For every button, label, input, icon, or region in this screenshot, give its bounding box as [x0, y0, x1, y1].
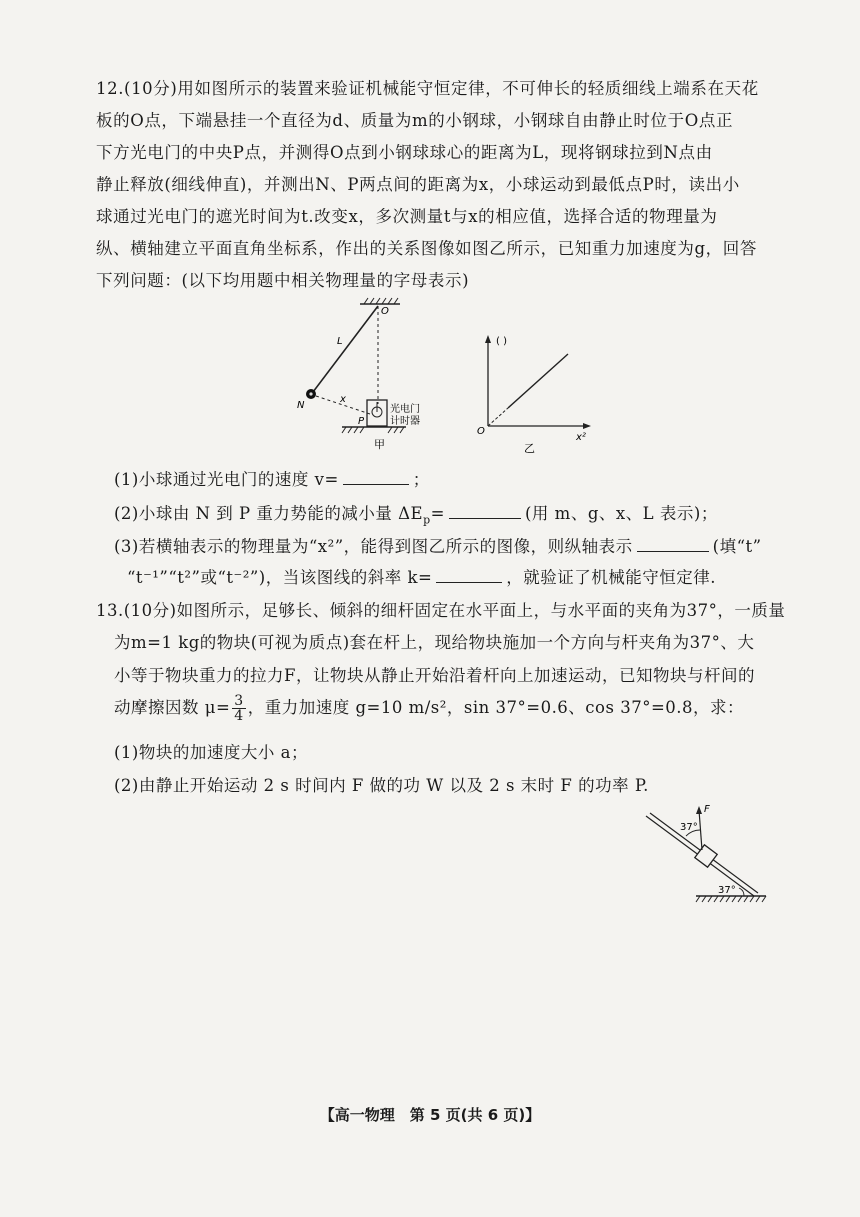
mu-fraction	[232, 694, 245, 723]
q13-mu-text: 动摩擦因数 μ=	[114, 698, 231, 717]
q12-line-1: 12.(10分)用如图所示的装置来验证机械能守恒定律，不可伸长的轻质细线上端系在天花	[96, 79, 759, 98]
q12-sub2-equals: =	[430, 504, 445, 523]
graph-line	[508, 354, 568, 408]
q13-subquestion-2: (2)由静止开始运动 2 s 时间内 F 做的功 W 以及 2 s 末时 F 的功率 P.	[114, 776, 649, 795]
q12-sub2-subscript: p	[423, 513, 431, 527]
angle-bottom-label: 37°	[718, 885, 736, 896]
graph-origin-label: O	[477, 426, 485, 437]
q13-line-4	[114, 692, 744, 724]
label-L: L	[337, 336, 343, 347]
label-O: O	[381, 306, 389, 317]
label-P: P	[358, 416, 365, 427]
q12-subquestion-3-line-1	[114, 533, 762, 557]
q12-line-3: 下方光电门的中央P点，并测得O点到小钢球球心的距离为L，现将钢球拉到N点由	[96, 143, 713, 162]
q12-sub2-text: (2)小球由 N 到 P 重力势能的减小量 ΔE	[114, 504, 424, 523]
q12-subquestion-2	[114, 500, 718, 526]
q13-given-values: ，重力加速度 g=10 m/s²，sin 37°=0.6、cos 37°=0.8，求：	[247, 698, 745, 717]
q12-sub2-post: (用 m、g、x、L 表示)；	[524, 504, 718, 523]
label-F: F	[704, 804, 710, 815]
page-footer: 【高一物理 第 5 页(共 6 页)】	[319, 1106, 541, 1124]
q13-line-2: 为m=1 kg的物块(可视为质点)套在杆上，现给物块施加一个方向与杆夹角为37°、大	[114, 633, 755, 652]
q12-sub3-post: (填“t”	[712, 537, 762, 556]
figure-yi-graph	[470, 330, 600, 458]
q12-sub3-line2-text: “t⁻¹”“t²”或“t⁻²”)，当该图线的斜率 k=	[127, 568, 433, 587]
figure-inclined-rod	[640, 800, 780, 915]
graph-dashed-segment	[488, 408, 508, 426]
q12-sub1-text: (1)小球通过光电门的速度 v=	[114, 470, 339, 489]
graph-x-label: x²	[576, 432, 586, 443]
q12-sub3-line2-post: ，就验证了机械能守恒定律.	[506, 568, 717, 587]
q13-line-3: 小等于物块重力的拉力F，让物块从静止开始沿着杆向上加速运动，已知物块与杆间的	[114, 666, 755, 685]
q12-line-7: 下列问题：(以下均用题中相关物理量的字母表示)	[96, 271, 470, 290]
label-x: x	[340, 394, 346, 405]
q12-line-6: 纵、横轴建立平面直角坐标系，作出的关系图像如图乙所示，已知重力加速度为g，回答	[96, 239, 757, 258]
mu-denominator: 4	[234, 708, 244, 724]
figure-yi-caption: 乙	[524, 442, 535, 455]
q12-sub1-post: ；	[412, 470, 430, 489]
q12-line-4: 静止释放(细线伸直)，并测出N、P两点间的距离为x，小球运动到最低点P时，读出小	[96, 175, 740, 194]
pendulum-string	[313, 306, 378, 392]
label-N: N	[297, 400, 305, 411]
answer-blank-2[interactable]	[449, 504, 521, 519]
figure-jia-pendulum	[280, 296, 450, 456]
answer-blank-4[interactable]	[436, 568, 502, 583]
question-12-text	[96, 73, 759, 297]
q12-sub3-text: (3)若横轴表示的物理量为“x²”，能得到图乙所示的图像，则纵轴表示	[114, 537, 633, 556]
q12-subquestion-1	[114, 466, 430, 490]
q13-subquestion-1: (1)物块的加速度大小 a；	[114, 743, 308, 762]
answer-blank-3[interactable]	[637, 537, 709, 552]
q13-line-1: 13.(10分)如图所示，足够长、倾斜的细杆固定在水平面上，与水平面的夹角为37°，一质量	[96, 601, 786, 620]
q12-line-5: 球通过光电门的遮光时间为t.改变x，多次测量t与x的相应值，选择合适的物理量为	[96, 207, 718, 226]
mu-numerator: 3	[234, 693, 244, 709]
q12-subquestion-3-line-2	[127, 564, 716, 588]
photogate-label-1: 光电门	[390, 404, 420, 415]
q12-line-2: 板的O点，下端悬挂一个直径为d、质量为m的小钢球，小钢球自由静止时位于O点正	[96, 111, 734, 130]
angle-top-label: 37°	[680, 822, 698, 833]
answer-blank-1[interactable]	[343, 470, 409, 485]
figure-jia-caption: 甲	[374, 438, 385, 451]
graph-y-label: ( )	[496, 336, 507, 347]
photogate-label-2: 计时器	[390, 416, 420, 427]
